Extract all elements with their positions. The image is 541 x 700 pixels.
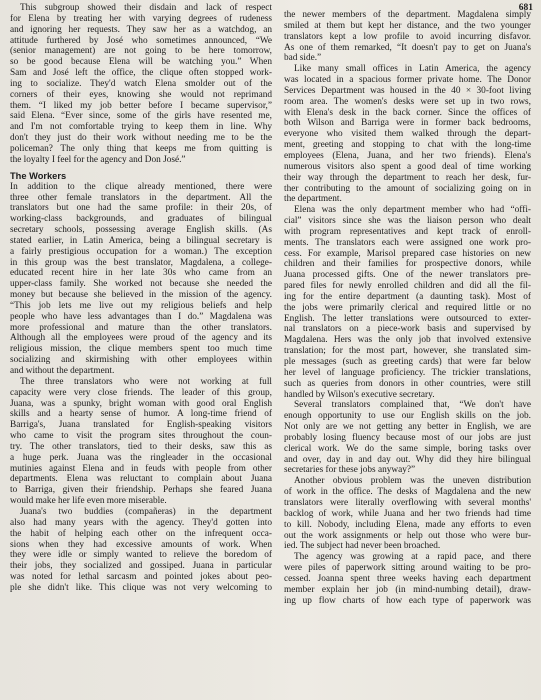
- text-line: they were idle or simply wanted to relieve the boredom of: [10, 550, 272, 561]
- text-line: also had many years with the agency. They'd gotten into: [10, 517, 272, 528]
- text-line: both Wilson and Barriga were in former back bedrooms,: [284, 118, 531, 129]
- text-line: try. The other translators, tied to their desks, saw this as: [10, 441, 272, 452]
- right-paragraph-3: [284, 205, 531, 400]
- text-line: in this group was the best translator, Magdalena, a college-: [10, 257, 272, 268]
- text-line: secretaries for these jobs anyway?”: [284, 465, 416, 476]
- text-line: translators kept a low profile to avoid incurring disfavor.: [284, 31, 531, 42]
- text-line: out the work assignments or help out those who were bur-: [284, 530, 531, 541]
- text-line: cess. For example, Marisol prepared case histories on new: [284, 248, 531, 259]
- text-line: Juana processed gifts. One of the newer translators pre-: [284, 270, 531, 281]
- text-line: ing to socialize. They'd watch Elena smolder out of the: [10, 78, 272, 89]
- text-line: English. The letter translations were outsourced to exter-: [284, 313, 531, 324]
- text-line: Like many small offices in Latin America, the agency: [294, 64, 531, 75]
- text-line: with Elena's desk in the back corner. Since the offices of: [284, 107, 531, 118]
- text-line: were piles of paperwork sitting around waiting to be pro-: [284, 563, 531, 574]
- text-line: with program representatives and kept track of enroll-: [284, 226, 531, 237]
- text-line: ing for the entire department (a daunting task). Most of: [284, 291, 531, 302]
- text-line: ther contributing to the amount of socializing going on in: [284, 183, 531, 194]
- text-line: her level of language proficiency. The trickier translations,: [284, 367, 531, 378]
- text-line: everyone who visited them walked through the depart-: [284, 129, 531, 140]
- text-line: the newer members of the department. Magdalena simply: [284, 10, 531, 20]
- text-line: (senior management) are not going to be here tomorrow,: [10, 46, 272, 57]
- text-line: to kill. Nobody, including Elena, made any efforts to even: [284, 519, 531, 530]
- buddies-paragraph: [10, 507, 272, 594]
- text-line: numerous visitors also spent a good deal of time working: [284, 161, 531, 172]
- text-line: ing up flow charts of how each type of paperwork was: [284, 595, 531, 606]
- right-paragraph-6: [284, 552, 531, 606]
- text-line: Several translators complained that, “We don't have: [294, 400, 531, 411]
- right-paragraph-1: [284, 10, 531, 64]
- page-number: 681: [518, 3, 533, 13]
- section-heading-workers: The Workers: [10, 170, 67, 181]
- text-line: “This job lets me live out my religious beliefs and help: [10, 300, 272, 311]
- text-line: cial” visitors since she was the liaison person who dealt: [284, 216, 531, 227]
- text-line: their jobs, they socialized and gossiped. Juana in particular: [10, 561, 272, 572]
- text-line: translators were literally overflowing with several months': [284, 497, 531, 508]
- text-line: secretary schools, possessing average English skills. (As: [10, 225, 272, 236]
- text-line: the jobs were primarily clerical and required little or no: [284, 302, 531, 313]
- text-line: so be good because Elena will be watching you.” When: [10, 57, 272, 68]
- text-line: Barriga's, Juana translated for English-speaking visitors: [10, 420, 272, 431]
- right-paragraph-5: [284, 476, 531, 552]
- text-line: children and their families for prospective donors, while: [284, 259, 531, 270]
- text-line: member explain her job (in mind-numbing detail), draw-: [284, 584, 531, 595]
- text-line: educated recent hire in her late 30s who came from an: [10, 268, 272, 279]
- intro-paragraph: [10, 3, 272, 166]
- text-line: The three translators who were not working at full: [20, 376, 272, 387]
- text-line: working-class backgrounds, and graduates of bilingual: [10, 214, 272, 225]
- text-line: who came to visit the program sites throughout the coun-: [10, 431, 272, 442]
- text-line: handled by Wilson's executive secretary.: [284, 389, 435, 400]
- text-line: cessed. Joanna spent three weeks having each department: [284, 573, 531, 584]
- text-line: would make her life even more miserable.: [10, 496, 167, 507]
- text-line: Another obvious problem was the uneven distribution: [294, 476, 531, 487]
- text-line: Sam and José left the office, the clique often stopped work-: [10, 68, 272, 79]
- text-line: such as queries from donors in other countries, were still: [284, 378, 531, 389]
- text-line: a huge perk. Juana was the ringleader in the occasional: [10, 452, 272, 463]
- text-line: upper-class family. She worked not because she needed the: [10, 279, 272, 290]
- text-line: translators but one had the same profile: in their 20s, of: [10, 203, 272, 214]
- text-line: The agency was growing at a rapid pace, and there: [294, 552, 531, 563]
- right-paragraph-2: [284, 64, 531, 205]
- text-line: Services Department was housed in the 40 × 30-foot living: [284, 85, 531, 96]
- text-line: Juana's two buddies (compañeras) in the department: [20, 506, 272, 517]
- text-line: the loyalty I feel for the agency and Don José.”: [10, 154, 186, 165]
- text-line: to Barriga, given their friendship. Perhaps she feared Juana: [10, 485, 272, 496]
- text-line: skills and a hearty sense of humor. A long-time friend of: [10, 409, 272, 420]
- text-line: capacity were very close friends. The leader of this group,: [10, 387, 272, 398]
- text-line: was noted for lethal sarcasm and pointed jokes about peo-: [10, 572, 272, 583]
- text-line: was located in a spacious former private home. The Donor: [284, 75, 531, 86]
- text-line: the department.: [284, 194, 342, 205]
- text-line: and without the department.: [10, 366, 115, 376]
- text-line: the habit of helping each other on the infrequent occa-: [10, 528, 272, 539]
- text-line: probably losing fluency because most of our jobs are just: [284, 432, 531, 443]
- text-line: sions when they had excessive amounts of work. When: [10, 539, 272, 550]
- text-line: them. “I liked my job better before I became supervisor,”: [10, 100, 272, 111]
- text-line: corners of their eyes, knowing she would not reprimand: [10, 89, 272, 100]
- text-line: stated earlier, in Latin America, being a bilingual secretary is: [10, 235, 272, 246]
- text-line: ment, greeting and stopping to chat with the long-time: [284, 140, 531, 151]
- text-line: said Elena. “Ever since, some of the girls have resented me,: [10, 111, 272, 122]
- text-line: a fairly prestigious occupation for a woman.) The exception: [10, 246, 272, 257]
- text-line: ple she didn't like. This clique was not very welcoming to: [10, 582, 272, 593]
- text-line: three other female translators in the department. All the: [10, 192, 272, 203]
- three-translators-paragraph: [10, 377, 272, 507]
- text-line: socializing and skirmishing with other employees within: [10, 355, 272, 366]
- text-line: more professional and mature than the other translators.: [10, 322, 272, 333]
- text-line: of work in the office. The desks of Magdalena and the new: [284, 487, 531, 498]
- text-line: bad side.”: [284, 53, 322, 64]
- text-line: pared files for newly enrolled children and did all the fil-: [284, 281, 531, 292]
- text-line: departments. Elena was reluctant to complain about Juana: [10, 474, 272, 485]
- text-line: enough opportunity to use our English skills on the job.: [284, 411, 531, 422]
- text-line: Elena was the only department member who had “offi-: [294, 205, 531, 216]
- text-line: smiled at them but kept her distance, and the two younger: [284, 20, 531, 31]
- text-line: nal translators on a piece-work basis and supervised by: [284, 324, 531, 335]
- text-line: don't they just do their work without needing me to be the: [10, 133, 272, 144]
- text-line: backlog of work, while Juana and her two friends had time: [284, 508, 531, 519]
- workers-paragraph: [10, 182, 272, 377]
- text-line: translation; for the most part, however, she translated sim-: [284, 346, 531, 357]
- text-line: ple messages (such as greeting cards) that were far below: [284, 357, 531, 367]
- text-line: money but because she believed in the mission of the agency.: [10, 290, 272, 301]
- text-line: their way through the department to reach her desk, fur-: [284, 172, 531, 183]
- text-line: policeman? The only thing that keeps me from quitting is: [10, 143, 272, 154]
- text-line: employees (Elena, Juana, and her two friends). Elena's: [284, 150, 531, 161]
- text-line: ied. The subject had never been broached.: [284, 541, 441, 552]
- text-line: people who have less advantages than I do.” Magdalena was: [10, 311, 272, 322]
- text-line: clerical work. We do the same simple, boring tasks over: [284, 443, 531, 454]
- text-line: attitude furthered by José who sometimes announced, “We: [10, 35, 272, 46]
- text-line: Although all the employees were proud of the agency and its: [10, 333, 272, 344]
- right-column: [284, 10, 531, 606]
- text-line: mutinies against Elena and in feuds with people from other: [10, 463, 272, 474]
- text-line: As one of them remarked, “It doesn't pay to get on Juana's: [284, 42, 531, 53]
- text-line: religious mission, the clique members spent too much time: [10, 344, 272, 355]
- right-paragraph-4: [284, 400, 531, 476]
- text-line: and ignoring her requests. They saw her as a watchdog, an: [10, 24, 272, 35]
- left-column: [10, 3, 272, 594]
- text-line: This subgroup showed their disdain and lack of respect: [20, 3, 272, 13]
- text-line: and over, day in and day out. Why did they hire bilingual: [284, 454, 531, 465]
- text-line: room area. The women's desks were set up in two rows,: [284, 96, 531, 107]
- text-line: for Elena by treating her with varying degrees of rudeness: [10, 13, 272, 24]
- text-line: Magdalena. Hers was the only job that involved extensive: [284, 335, 531, 346]
- text-line: and I'm not comfortable trying to keep them in line. Why: [10, 122, 272, 133]
- text-line: Juana, was a spunky, bright woman with good oral English: [10, 398, 272, 409]
- text-line: In addition to the clique already mentioned, there were: [10, 181, 272, 192]
- text-line: ments. The translators each were assigned one work pro-: [284, 237, 531, 248]
- text-line: Not only are we not getting any better in English, we are: [284, 422, 531, 433]
